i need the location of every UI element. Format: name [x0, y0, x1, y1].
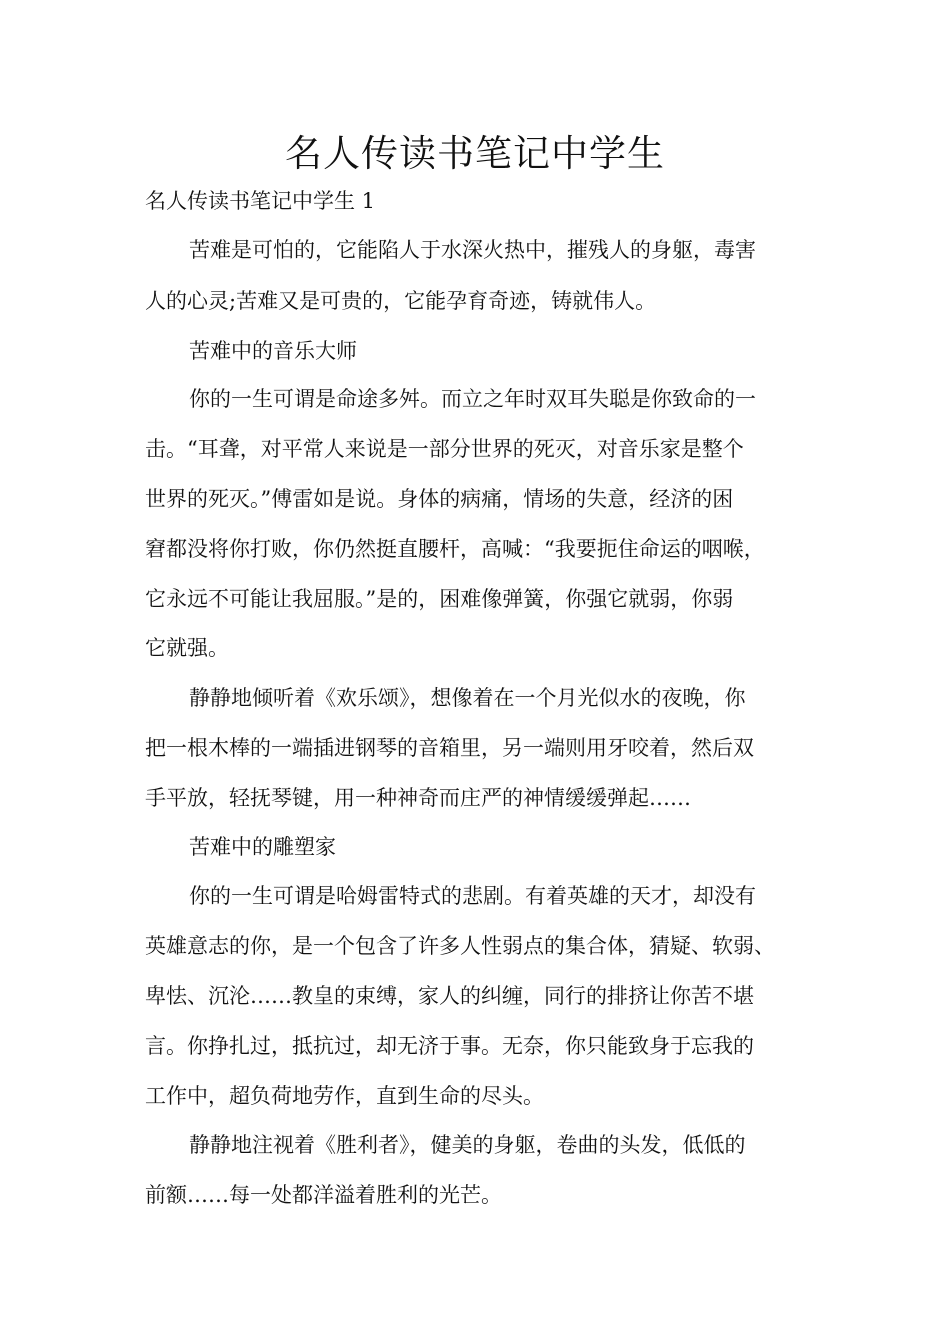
paragraph-line: 你的一生可谓是哈姆雷特式的悲剧。有着英雄的天才，却没有: [189, 884, 756, 908]
section-heading: 名人传读书笔记中学生 1: [145, 189, 376, 213]
paragraph-line: 击。“耳聋，对平常人来说是一部分世界的死灭，对音乐家是整个: [145, 437, 744, 461]
paragraph-line: 工作中，超负荷地劳作，直到生命的尽头。: [145, 1084, 544, 1108]
paragraph-line: 前额……每一处都洋溢着胜利的光芒。: [145, 1183, 502, 1207]
paragraph-line: 它永远不可能让我屈服。”是的，困难像弹簧，你强它就弱，你弱: [145, 587, 734, 611]
document-title: 名人传读书笔记中学生: [285, 132, 665, 175]
paragraph-line: 静静地注视着《胜利者》，健美的身躯，卷曲的头发，低低的: [189, 1133, 746, 1157]
paragraph-line: 世界的死灭。”傅雷如是说。身体的病痛，情场的失意，经济的困: [145, 487, 734, 511]
paragraph-line: 它就强。: [145, 636, 229, 660]
paragraph-line: 你的一生可谓是命途多舛。而立之年时双耳失聪是你致命的一: [189, 387, 756, 411]
paragraph-line: 窘都没将你打败，你仍然挺直腰杆，高喊：“我要扼住命运的咽喉，: [145, 537, 765, 561]
subheading-music-master: 苦难中的音乐大师: [189, 339, 357, 363]
paragraph-line: 手平放，轻抚琴键，用一种神奇而庄严的神情缓缓弹起……: [145, 786, 691, 810]
paragraph-line: 把一根木棒的一端插进钢琴的音箱里，另一端则用牙咬着，然后双: [145, 736, 754, 760]
paragraph-line: 静静地倾听着《欢乐颂》，想像着在一个月光似水的夜晚，你: [189, 686, 746, 710]
subheading-sculptor: 苦难中的雕塑家: [189, 835, 336, 859]
paragraph-line: 卑怯、沉沦……教皇的束缚，家人的纠缠，同行的排挤让你苦不堪: [145, 984, 754, 1008]
paragraph-line: 人的心灵;苦难又是可贵的，它能孕育奇迹，铸就伟人。: [145, 289, 657, 313]
paragraph-line: 言。你挣扎过，抵抗过，却无济于事。无奈，你只能致身于忘我的: [145, 1034, 754, 1058]
paragraph-line: 苦难是可怕的，它能陷人于水深火热中，摧残人的身躯，毒害: [189, 238, 756, 262]
paragraph-line: 英雄意志的你，是一个包含了许多人性弱点的集合体，猜疑、软弱、: [145, 934, 775, 958]
